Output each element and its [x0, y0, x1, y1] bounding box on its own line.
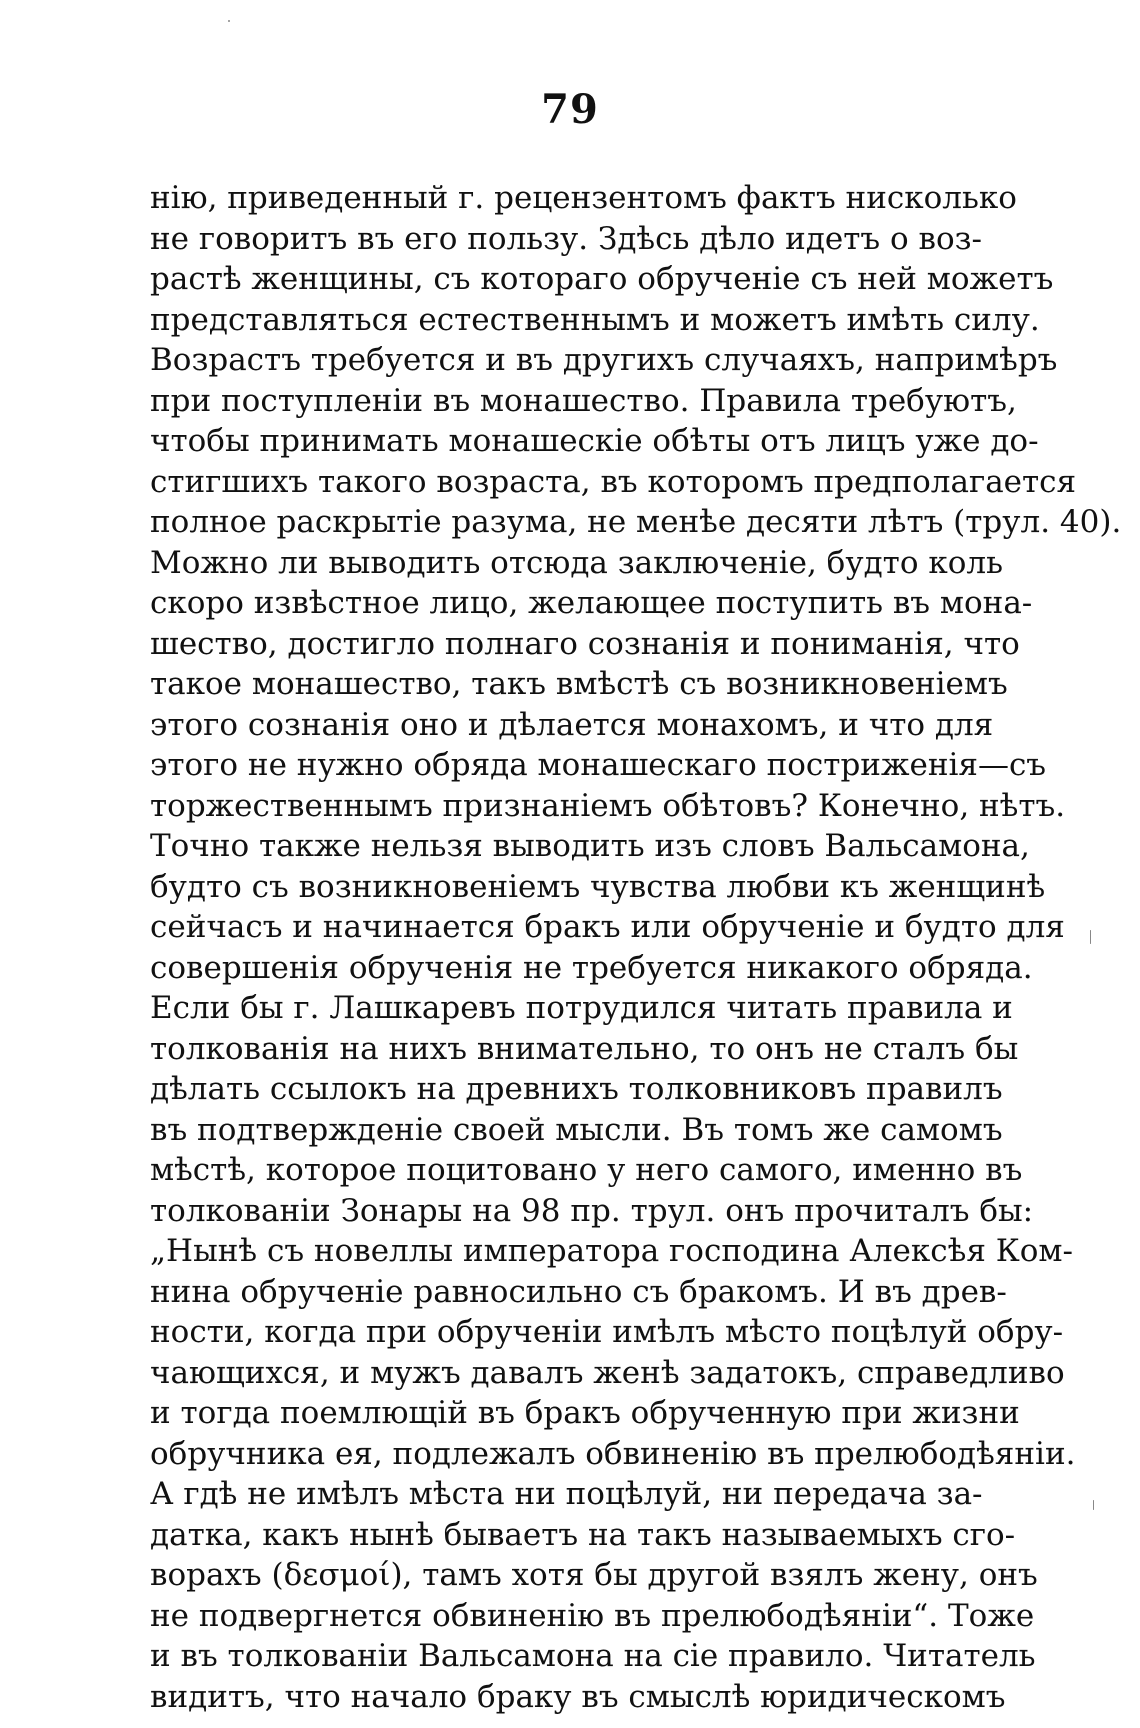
- text-line: толкованія на нихъ внимательно, то онъ не сталъ бы: [150, 1030, 1019, 1067]
- scan-speck: [1090, 930, 1091, 944]
- text-line: шество, достигло полнаго сознанія и пониманія, что: [150, 625, 1020, 662]
- page-number: 79: [541, 86, 599, 133]
- text-line: такое монашество, такъ вмѣстѣ съ возникновеніемъ: [150, 666, 1008, 702]
- text-line: полное раскрытіе разума, не менѣе десяти лѣтъ (трул. 40).: [150, 504, 1122, 540]
- text-line: Если бы г. Лашкаревъ потрудился читать правила и: [150, 990, 1013, 1026]
- text-line: при поступленіи въ монашество. Правила требуютъ,: [150, 382, 1017, 419]
- text-line: чающихся, и мужъ давалъ женѣ задатокъ, справедливо: [150, 1354, 1065, 1391]
- scan-speck: [1093, 1500, 1094, 1510]
- text-line: совершенія обрученія не требуется никакого обряда.: [150, 949, 1033, 986]
- text-line: А гдѣ не имѣлъ мѣста ни поцѣлуй, ни передача за-: [150, 1476, 983, 1512]
- body-text: [150, 178, 1122, 1717]
- text-line: толкованіи Зонары на 98 пр. трул. онъ прочиталъ бы:: [150, 1192, 1034, 1229]
- text-line: обручника ея, подлежалъ обвиненію въ прелюбодѣяніи.: [150, 1435, 1076, 1472]
- text-line: представляться естественнымъ и можетъ имѣть силу.: [150, 301, 1040, 338]
- text-line: мѣстѣ, которое поцитовано у него самого, именно въ: [150, 1152, 1023, 1188]
- text-line: стигшихъ такого возраста, въ которомъ предполагается: [150, 463, 1077, 500]
- text-line: не подвергнется обвиненію въ прелюбодѣяніи“. Тоже: [150, 1597, 1035, 1634]
- text-line: скоро извѣстное лицо, желающее поступить въ мона-: [150, 585, 1033, 621]
- text-line: нію, приведенный г. рецензентомъ фактъ нисколько: [150, 180, 1017, 216]
- text-line: растѣ женщины, съ котораго обрученіе съ ней можетъ: [150, 261, 1054, 297]
- text-line: датка, какъ нынѣ бываетъ на такъ называемыхъ сго-: [150, 1516, 1016, 1553]
- text-line: и въ толкованіи Вальсамона на сіе правило. Читатель: [150, 1638, 1036, 1674]
- text-line: не говоритъ въ его пользу. Здѣсь дѣло идетъ о воз-: [150, 220, 983, 257]
- text-line: ворахъ (δεσμοί), тамъ хотя бы другой взялъ жену, онъ: [150, 1557, 1038, 1593]
- text-line: торжественнымъ признаніемъ обѣтовъ? Конечно, нѣтъ.: [150, 787, 1066, 824]
- text-line: дѣлать ссылокъ на древнихъ толковниковъ правилъ: [150, 1071, 1003, 1107]
- text-line: ности, когда при обрученіи имѣлъ мѣсто поцѣлуй обру-: [150, 1314, 1064, 1350]
- text-line: чтобы принимать монашескіе обѣты отъ лицъ уже до-: [150, 423, 1039, 459]
- scan-speck: [228, 20, 230, 22]
- text-line: Точно также нельзя выводить изъ словъ Вальсамона,: [150, 828, 1030, 864]
- text-line: Возрастъ требуется и въ другихъ случаяхъ, напримѣръ: [150, 342, 1058, 378]
- text-line: Можно ли выводить отсюда заключеніе, будто коль: [150, 544, 1003, 581]
- text-line: въ подтвержденіе своей мысли. Въ томъ же самомъ: [150, 1111, 1003, 1148]
- text-line: будто съ возникновеніемъ чувства любви къ женщинѣ: [150, 868, 1046, 905]
- text-line: видитъ, что начало браку въ смыслѣ юридическомъ: [150, 1678, 1006, 1715]
- text-line: этого не нужно обряда монашескаго постриженія—съ: [150, 747, 1047, 783]
- text-line: этого сознанія оно и дѣлается монахомъ, и что для: [150, 706, 994, 743]
- text-line: и тогда поемлющій въ бракъ обрученную при жизни: [150, 1395, 1020, 1431]
- text-line: нина обрученіе равносильно съ бракомъ. И въ древ-: [150, 1273, 1007, 1310]
- text-line: „Нынѣ съ новеллы императора господина Алексѣя Ком-: [150, 1233, 1073, 1269]
- text-line: сейчасъ и начинается бракъ или обрученіе и будто для: [150, 909, 1065, 945]
